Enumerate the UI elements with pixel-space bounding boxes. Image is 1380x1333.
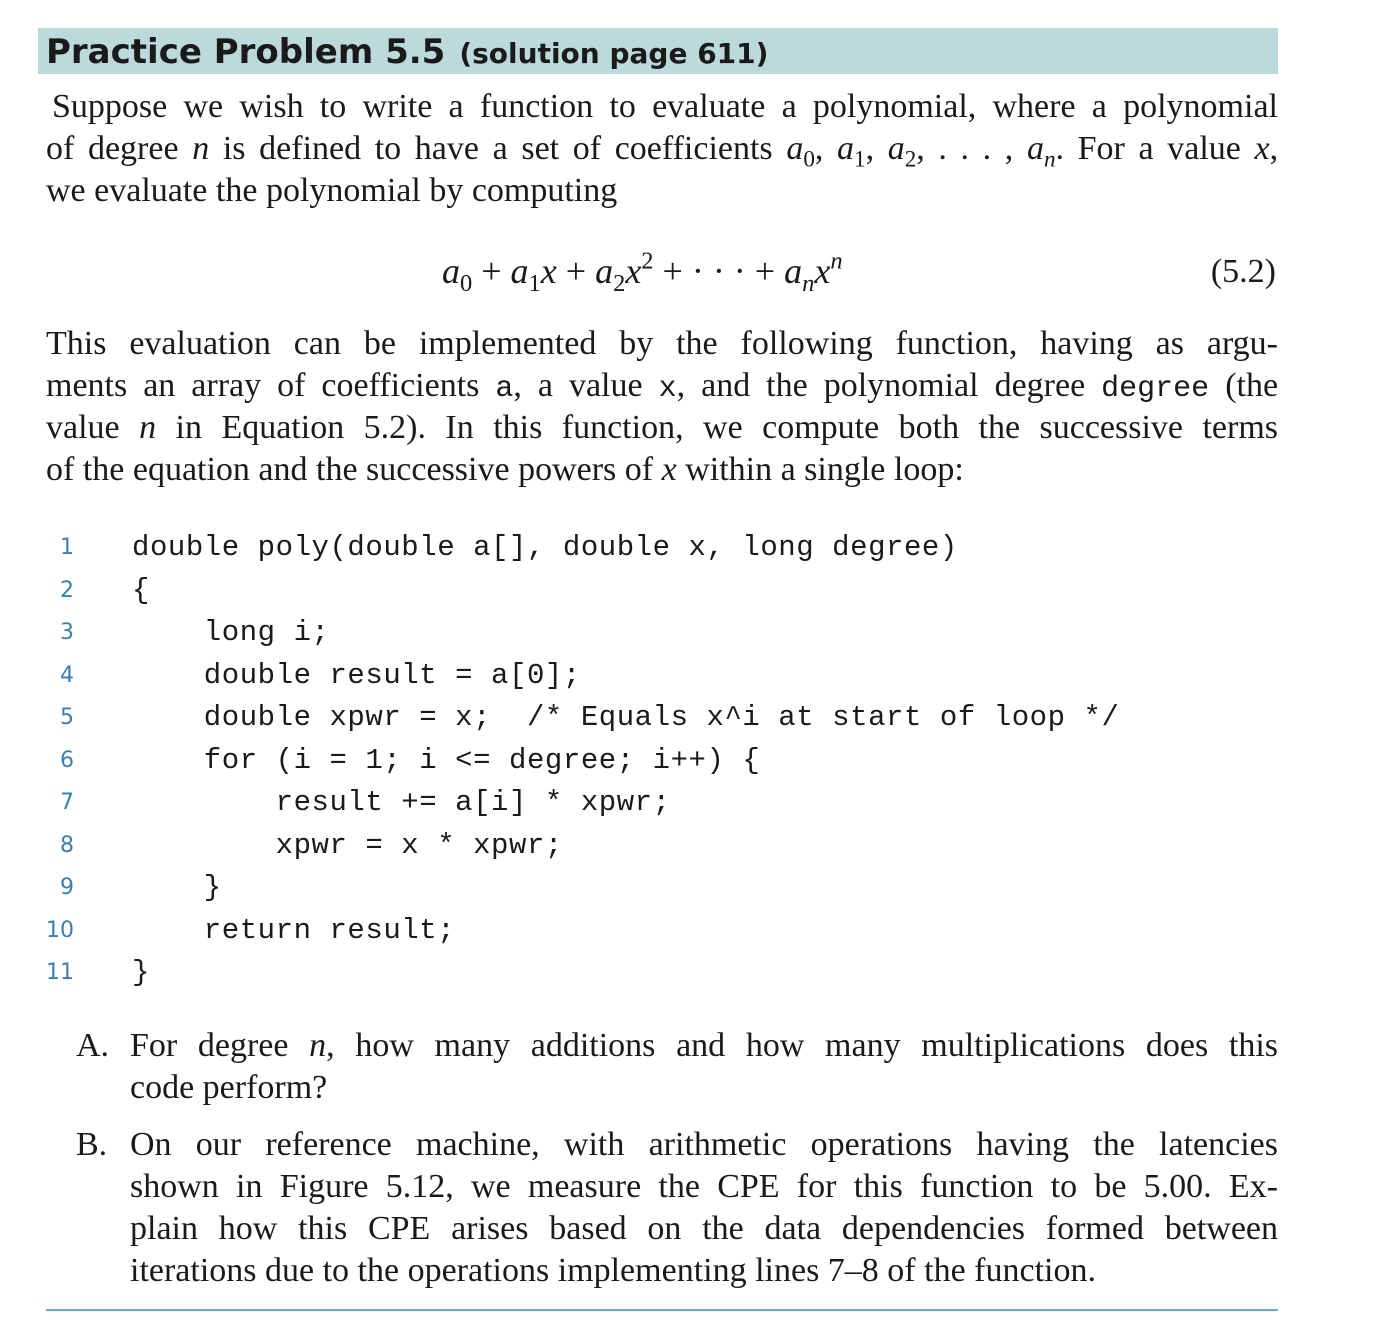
question-b-text xyxy=(130,1124,1278,1292)
question-a-label: A. xyxy=(76,1027,110,1064)
code-line xyxy=(0,570,1300,613)
code-text: } xyxy=(132,956,150,989)
polynomial-equation: $a_0 + a_1x + a_2x^2$ + · · · + $a_nx^n$ xyxy=(442,247,843,297)
code-text: { xyxy=(132,573,150,607)
question-b-line-2: shown in Figure 5.12, we measure the CPE for this function to be 5.00. Ex- xyxy=(130,1168,1278,1205)
question-a-text xyxy=(130,1025,1278,1109)
line-number: 8 xyxy=(60,832,74,858)
line-number: 5 xyxy=(60,705,74,730)
code-line xyxy=(0,740,1300,783)
description-paragraph xyxy=(46,323,1278,491)
question-b-line-4: iterations due to the operations implementing lines 7–8 of the function. xyxy=(130,1252,1096,1289)
intro-line-3: we evaluate the polynomial by computing xyxy=(46,172,618,209)
line-number: 2 xyxy=(60,577,74,603)
code-text: return result; xyxy=(132,913,456,947)
question-b-label: B. xyxy=(76,1126,108,1163)
question-b-line-3: plain how this CPE arises based on the data dependencies formed between xyxy=(130,1210,1278,1247)
code-line xyxy=(0,782,1300,825)
code-text: double result = a[0]; xyxy=(132,658,581,692)
code-text: } xyxy=(132,871,222,904)
intro-line-1: Suppose we wish to write a function to evaluate a polynomial, where a polynomial xyxy=(52,88,1278,125)
code-line xyxy=(0,655,1300,698)
line-number: 4 xyxy=(60,662,74,688)
code-text: for (i = 1; i <= degree; i++) { xyxy=(132,743,761,777)
line-number: 11 xyxy=(46,960,74,985)
description-line-4: of the equation and the successive powers of x within a single loop: xyxy=(46,451,964,488)
code-line xyxy=(0,527,1300,570)
code-text: long i; xyxy=(132,616,330,649)
question-b-line-1: On our reference machine, with arithmetic operations having the latencies xyxy=(130,1126,1278,1163)
question-a-line-2: code perform? xyxy=(130,1069,328,1106)
line-number: 9 xyxy=(60,875,74,900)
code-line xyxy=(0,867,1300,910)
code-listing xyxy=(0,527,1300,995)
code-text: double xpwr = x; /* Equals x^i at start of loop */ xyxy=(132,701,1120,734)
description-line-2: ments an array of coefficients a, a value x, and the polynomial degree degree (the xyxy=(46,367,1279,406)
line-number: 7 xyxy=(60,790,74,815)
code-line xyxy=(0,910,1300,953)
code-text: xpwr = x * xpwr; xyxy=(132,828,563,862)
code-line xyxy=(0,952,1300,995)
line-number: 10 xyxy=(46,917,74,943)
bottom-divider xyxy=(46,1309,1278,1311)
intro-line-2: of degree n is defined to have a set of coefficients $a_0$, $a_1$, $a_2$, . . . , $a_n$. For a value x, xyxy=(46,130,1279,173)
line-number: 3 xyxy=(60,620,74,645)
description-line-3: value n in Equation 5.2). In this function, we compute both the successive terms xyxy=(46,409,1279,446)
line-number: 6 xyxy=(60,747,74,773)
intro-paragraph xyxy=(46,86,1278,212)
description-line-1: This evaluation can be implemented by the following function, having as argu- xyxy=(46,325,1278,362)
equation-number: (5.2) xyxy=(1210,253,1276,290)
code-line xyxy=(0,697,1300,740)
problem-title: Practice Problem 5.5 xyxy=(46,32,446,72)
question-a-line-1: For degree n, how many additions and how many multiplications does this xyxy=(130,1027,1279,1064)
code-text: result += a[i] * xpwr; xyxy=(132,786,671,819)
code-line xyxy=(0,825,1300,868)
problem-header xyxy=(46,30,768,76)
solution-reference: (solution page 611) xyxy=(459,37,769,70)
code-line xyxy=(0,612,1300,655)
line-number: 1 xyxy=(60,535,74,560)
code-text: double poly(double a[], double x, long degree) xyxy=(132,531,958,564)
